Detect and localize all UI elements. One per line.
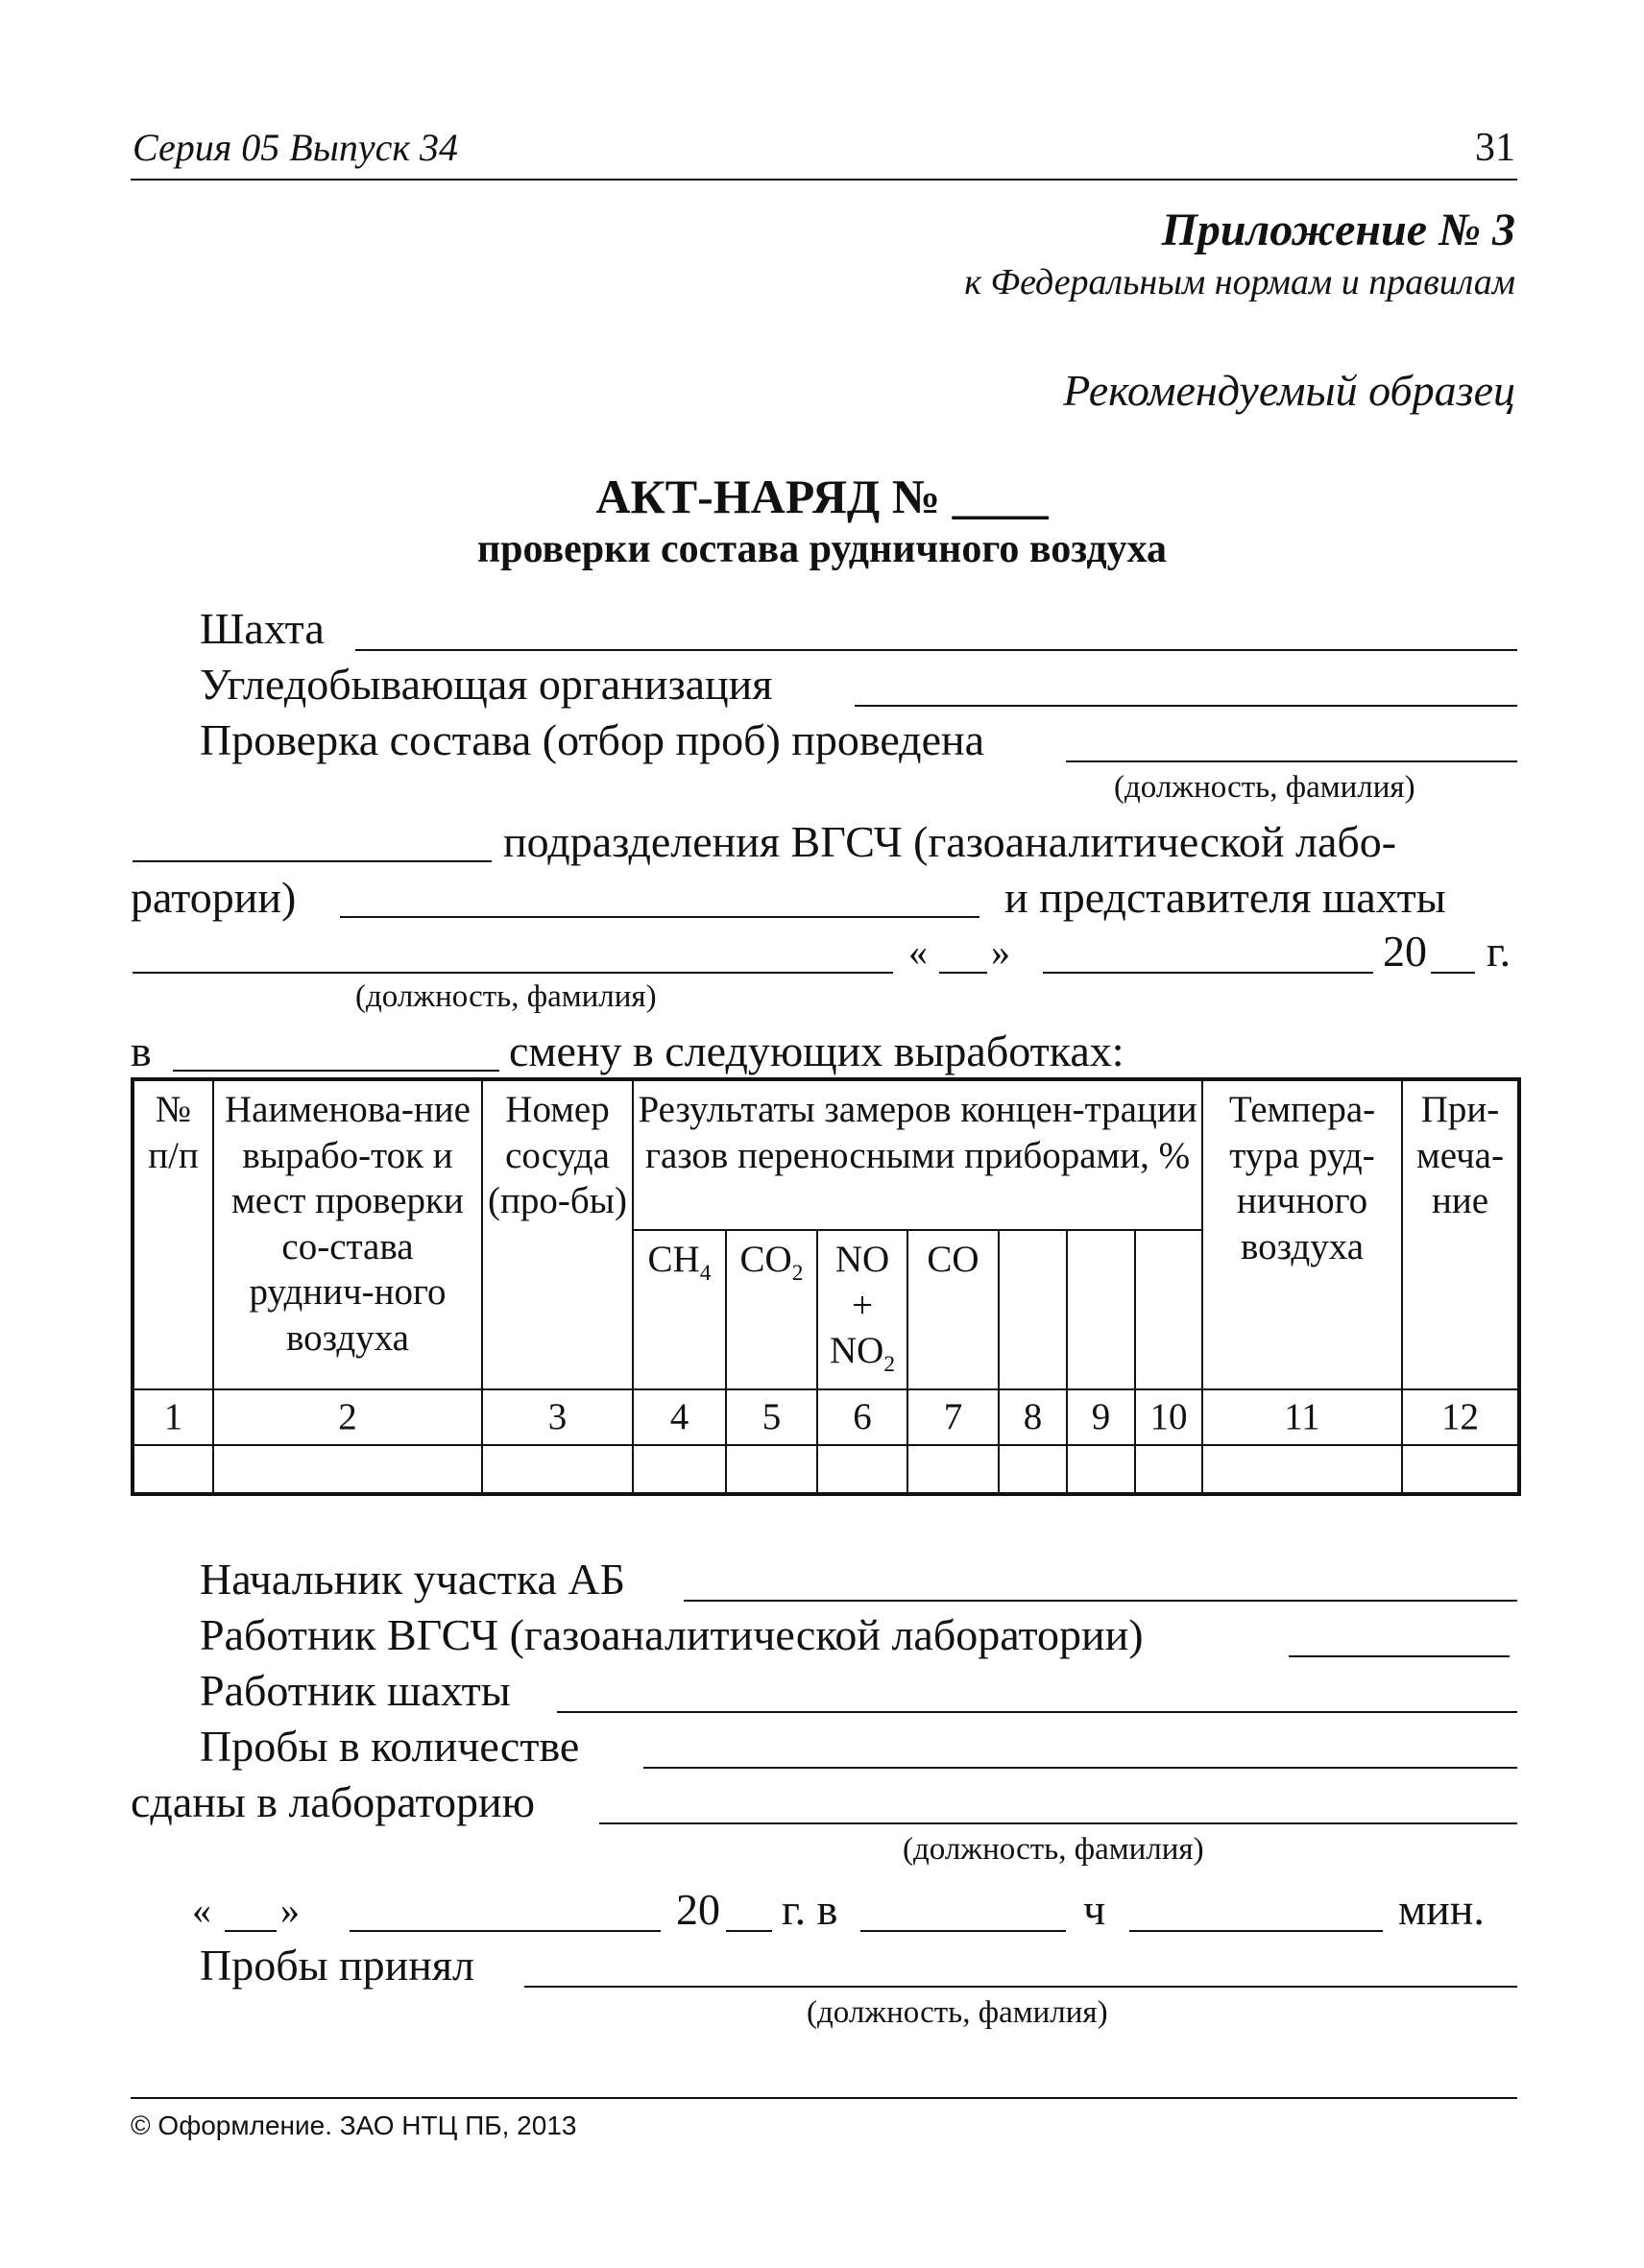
gas-extra-10-header bbox=[1135, 1230, 1202, 1389]
table-cell[interactable] bbox=[907, 1445, 999, 1494]
table-cell[interactable] bbox=[633, 1445, 726, 1494]
series-label: Серия 05 Выпуск 34 bbox=[133, 126, 459, 169]
hour-field[interactable] bbox=[860, 1930, 1066, 1932]
position-name-hint-2: (должность, фамилия) bbox=[355, 979, 657, 1014]
table-cell[interactable] bbox=[817, 1445, 907, 1494]
col-num: 6 bbox=[817, 1389, 907, 1445]
year-prefix: 20 bbox=[1383, 927, 1427, 976]
col-num: 10 bbox=[1135, 1389, 1202, 1445]
table-cell[interactable] bbox=[1067, 1445, 1135, 1494]
measurement-table bbox=[131, 1077, 1521, 1496]
check-label: Проверка состава (отбор проб) проведена bbox=[200, 715, 985, 764]
representative-text: и представителя шахты bbox=[1004, 873, 1446, 922]
chief-field[interactable] bbox=[684, 1600, 1517, 1602]
day-field[interactable] bbox=[939, 972, 987, 974]
check-person-field[interactable] bbox=[1066, 760, 1517, 762]
col-num: 1 bbox=[133, 1389, 213, 1445]
quote-open-2: « bbox=[192, 1889, 211, 1932]
document-subtitle: проверки состава рудничного воздуха bbox=[476, 527, 1168, 571]
mine-worker-field[interactable] bbox=[557, 1711, 1517, 1713]
vgsch-worker-label: Работник ВГСЧ (газоаналитической лаборатории) bbox=[200, 1610, 1144, 1659]
year-field-2[interactable] bbox=[726, 1930, 772, 1932]
lab-delivered-field[interactable] bbox=[599, 1822, 1517, 1824]
annex-title: Приложение № 3 bbox=[1161, 205, 1515, 255]
lab-delivered-label: сданы в лабораторию bbox=[131, 1777, 535, 1826]
col-num: 9 bbox=[1067, 1389, 1135, 1445]
annex-subtitle: к Федеральным нормам и правилам bbox=[964, 262, 1515, 302]
month-field[interactable] bbox=[1043, 972, 1373, 974]
quote-close-2: » bbox=[280, 1889, 300, 1932]
col-workings-header: Наименова-ние вырабо-ток и мест проверки со-става руднич-ного воздуха bbox=[213, 1079, 482, 1389]
shift-text: смену в следующих выработках: bbox=[509, 1026, 1124, 1075]
table-cell[interactable] bbox=[1202, 1445, 1402, 1494]
col-note-header: При-меча-ние bbox=[1402, 1079, 1519, 1389]
table-cell[interactable] bbox=[726, 1445, 817, 1494]
accepted-label: Пробы принял bbox=[200, 1941, 474, 1990]
org-label: Угледобывающая организация bbox=[200, 660, 773, 709]
unit-text: подразделения ВГСЧ (газоаналитической лабо- bbox=[503, 817, 1397, 866]
footer-divider bbox=[131, 2097, 1517, 2099]
table-cell[interactable] bbox=[1135, 1445, 1202, 1494]
table-cell[interactable] bbox=[133, 1445, 213, 1494]
table-numbering-row bbox=[133, 1389, 1519, 1445]
col-num: 5 bbox=[726, 1389, 817, 1445]
accepted-field[interactable] bbox=[524, 1986, 1517, 1988]
table-header-row bbox=[133, 1079, 1519, 1230]
header-divider bbox=[131, 179, 1517, 181]
col-vessel-header: Номер сосуда (про-бы) bbox=[482, 1079, 633, 1389]
gas-nox-header: NO + $NO_2$ bbox=[817, 1230, 907, 1389]
copyright: © Оформление. ЗАО НТЦ ПБ, 2013 bbox=[131, 2111, 577, 2140]
year-suffix: г. bbox=[1487, 927, 1511, 976]
lab-text: ратории) bbox=[131, 873, 297, 922]
mine-label: Шахта bbox=[200, 604, 325, 653]
minutes-field[interactable] bbox=[1129, 1930, 1383, 1932]
col-num: 11 bbox=[1202, 1389, 1402, 1445]
col-temperature-header: Темпера-тура руд-ничного воздуха bbox=[1202, 1079, 1402, 1389]
gas-co-header: CO bbox=[907, 1230, 999, 1389]
shift-field[interactable] bbox=[173, 1070, 499, 1072]
vgsch-worker-field[interactable] bbox=[1289, 1655, 1510, 1657]
col-num: 4 bbox=[633, 1389, 726, 1445]
month-field-2[interactable] bbox=[350, 1930, 661, 1932]
sample-label: Рекомендуемый образец bbox=[1063, 366, 1515, 415]
position-name-hint-4: (должность, фамилия) bbox=[807, 1995, 1108, 2030]
col-num: 12 bbox=[1402, 1389, 1519, 1445]
page-number: 31 bbox=[1475, 126, 1515, 170]
org-field[interactable] bbox=[855, 705, 1517, 707]
day-field-2[interactable] bbox=[225, 1930, 277, 1932]
col-num: 2 bbox=[213, 1389, 482, 1445]
chief-label: Начальник участка АБ bbox=[200, 1555, 626, 1604]
col-num: 3 bbox=[482, 1389, 633, 1445]
gas-ch4-header: $CH_4$ bbox=[633, 1230, 726, 1389]
quote-close: » bbox=[991, 930, 1010, 974]
gas-extra-8-header bbox=[999, 1230, 1067, 1389]
samples-count-label: Пробы в количестве bbox=[200, 1722, 580, 1771]
gas-co2-header: $CO_2$ bbox=[726, 1230, 817, 1389]
quote-open: « bbox=[908, 930, 928, 974]
table-cell[interactable] bbox=[999, 1445, 1067, 1494]
year-time-text: г. в bbox=[782, 1885, 838, 1934]
document-title: АКТ-НАРЯД № ____ bbox=[595, 470, 1049, 523]
position-name-hint: (должность, фамилия) bbox=[1114, 770, 1415, 805]
mine-worker-label: Работник шахты bbox=[200, 1666, 511, 1715]
hour-label: ч bbox=[1083, 1885, 1106, 1934]
table-cell[interactable] bbox=[482, 1445, 633, 1494]
col-num: 7 bbox=[907, 1389, 999, 1445]
position-name-hint-3: (должность, фамилия) bbox=[903, 1832, 1204, 1867]
col-number-header: № п/п bbox=[133, 1079, 213, 1389]
lab-person-field[interactable] bbox=[340, 916, 979, 918]
year-field[interactable] bbox=[1431, 972, 1475, 974]
representative-field[interactable] bbox=[133, 972, 893, 974]
samples-count-field[interactable] bbox=[643, 1767, 1517, 1769]
gas-extra-9-header bbox=[1067, 1230, 1135, 1389]
table-cell[interactable] bbox=[1402, 1445, 1519, 1494]
unit-position-field[interactable] bbox=[133, 860, 492, 862]
minutes-label: мин. bbox=[1398, 1885, 1485, 1934]
table-cell[interactable] bbox=[213, 1445, 482, 1494]
shift-prefix: в bbox=[131, 1026, 152, 1075]
col-num: 8 bbox=[999, 1389, 1067, 1445]
year-prefix-2: 20 bbox=[676, 1885, 720, 1934]
col-results-header: Результаты замеров концен-трации газов переносными приборами, % bbox=[633, 1079, 1202, 1230]
mine-field[interactable] bbox=[355, 649, 1517, 651]
table-row bbox=[133, 1445, 1519, 1494]
